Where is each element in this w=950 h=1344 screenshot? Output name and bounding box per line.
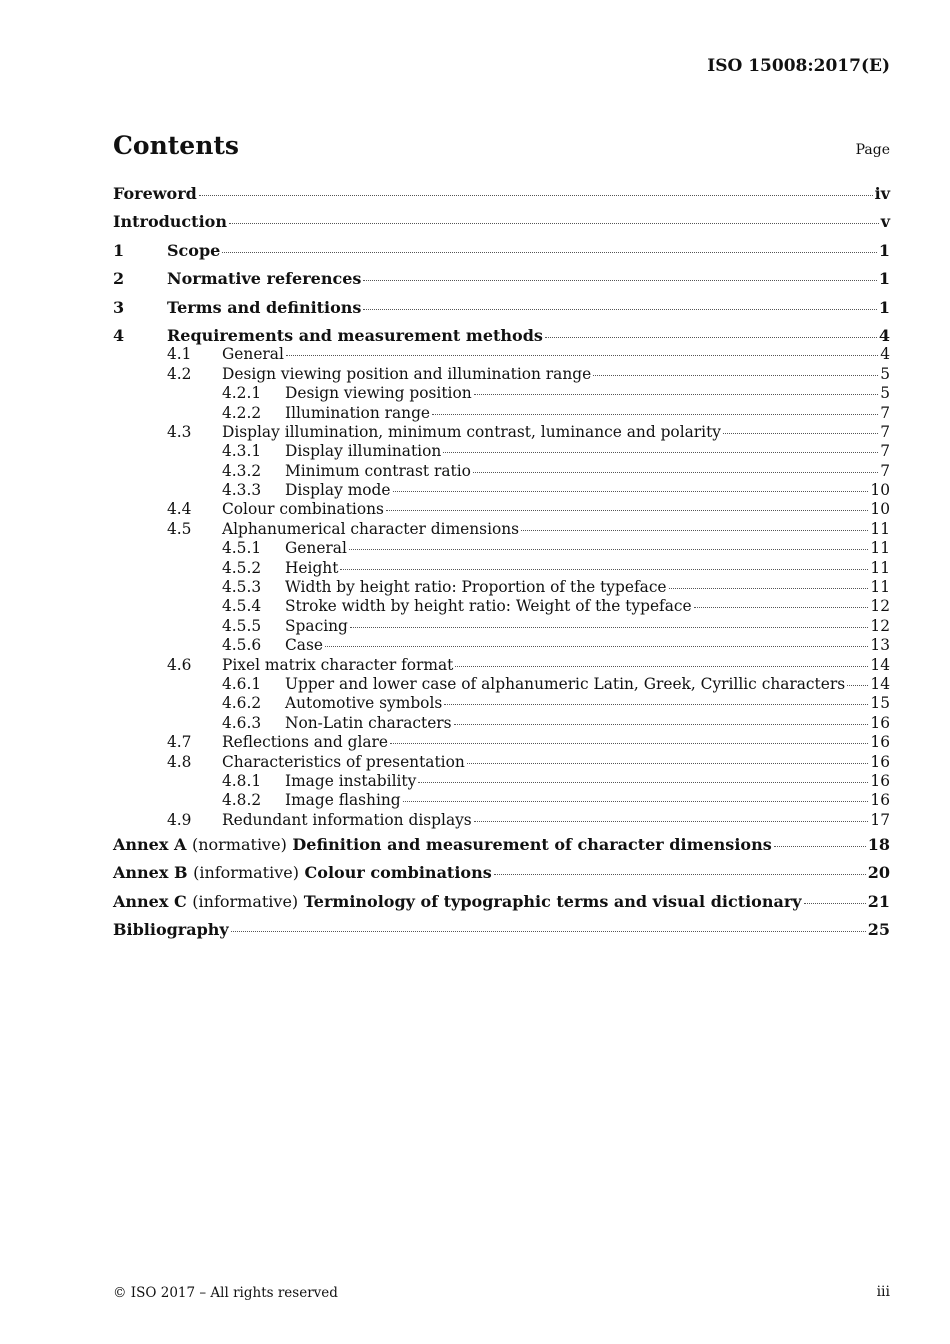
toc-entry-page: 1 xyxy=(878,297,890,317)
leader-dots xyxy=(455,666,868,667)
toc-entry-page: 10 xyxy=(870,481,890,500)
toc-entry-title: Upper and lower case of alphanumeric Latin, Greek, Cyrillic characters xyxy=(285,674,846,693)
toc-entry-title: Image flashing xyxy=(285,791,401,810)
toc-entry-4-1[interactable] xyxy=(113,345,890,364)
annex-label: Annex C xyxy=(113,891,187,911)
toc-entry-page: 18 xyxy=(867,834,890,854)
leader-dots xyxy=(229,223,879,224)
toc-entry-title: Requirements and measurement methods xyxy=(167,325,543,345)
toc-entry-number: 4.5 xyxy=(167,519,192,538)
toc-entry-number: 4.3.2 xyxy=(222,461,262,480)
table-of-contents xyxy=(113,184,890,948)
annex-heading xyxy=(113,892,802,911)
leader-dots xyxy=(286,355,878,356)
toc-entry-number: 4.2 xyxy=(167,364,192,383)
toc-entry-number: 4.5.3 xyxy=(222,578,262,597)
leader-dots xyxy=(694,607,869,608)
toc-entry-number: 4.3 xyxy=(167,422,192,441)
annex-label: Annex B xyxy=(113,863,188,883)
toc-entry-title: General xyxy=(285,539,347,558)
page-column-label: Page xyxy=(855,142,890,158)
leader-dots xyxy=(593,375,878,376)
toc-entry-page: 25 xyxy=(867,919,890,939)
toc-entry-page: 16 xyxy=(870,752,890,771)
toc-entry-clause-3[interactable] xyxy=(113,298,890,326)
leader-dots xyxy=(363,280,876,281)
toc-entry-page: 7 xyxy=(880,403,890,422)
toc-entry-page: 17 xyxy=(870,810,890,829)
toc-entry-page: 11 xyxy=(870,578,890,597)
toc-entry-page: 14 xyxy=(870,674,890,693)
annex-type: (informative) xyxy=(193,863,299,883)
toc-entry-4-5-6[interactable] xyxy=(113,636,890,655)
leader-dots xyxy=(363,309,876,310)
leader-dots xyxy=(393,491,869,492)
toc-entry-number: 4 xyxy=(113,325,125,345)
toc-entry-title: Minimum contrast ratio xyxy=(285,461,471,480)
leader-dots xyxy=(432,414,878,415)
toc-entry-4-8-2[interactable] xyxy=(113,791,890,810)
toc-entry-4-8-1[interactable] xyxy=(113,772,890,791)
toc-entry-title: Characteristics of presentation xyxy=(222,752,465,771)
toc-entry-4-3[interactable] xyxy=(113,423,890,442)
toc-entry-foreword[interactable] xyxy=(113,184,890,212)
toc-entry-introduction[interactable] xyxy=(113,212,890,240)
toc-entry-title: Display illumination xyxy=(285,442,442,461)
annex-type: (informative) xyxy=(192,891,299,911)
toc-entry-4-6-1[interactable] xyxy=(113,675,890,694)
toc-entry-page: 21 xyxy=(867,891,890,911)
toc-entry-title: Non-Latin characters xyxy=(285,713,452,732)
leader-dots xyxy=(386,510,868,511)
toc-entry-title: Foreword xyxy=(113,184,197,203)
toc-entry-number: 4.1 xyxy=(167,345,192,364)
annex-heading xyxy=(113,863,492,882)
toc-entry-title: Alphanumerical character dimensions xyxy=(222,519,520,538)
toc-entry-4-3-1[interactable] xyxy=(113,442,890,461)
toc-entry-title: Introduction xyxy=(113,212,227,232)
leader-dots xyxy=(403,801,869,802)
toc-entry-number: 4.3.1 xyxy=(222,442,262,461)
toc-entry-4-5-3[interactable] xyxy=(113,578,890,597)
toc-entry-title: Colour combinations xyxy=(222,500,384,519)
toc-entry-page: 16 xyxy=(870,771,890,790)
toc-entry-page: 12 xyxy=(870,597,890,616)
toc-entry-4-4[interactable] xyxy=(113,500,890,519)
toc-entry-page: v xyxy=(880,212,890,232)
toc-entry-number: 4.6.1 xyxy=(222,674,262,693)
leader-dots xyxy=(467,763,869,764)
leader-dots xyxy=(545,337,877,338)
toc-entry-title: Image instability xyxy=(285,771,417,790)
toc-entry-title: General xyxy=(222,345,284,364)
toc-entry-number: 4.8.2 xyxy=(222,791,262,810)
toc-entry-number: 4.9 xyxy=(167,810,192,829)
toc-entry-clause-2[interactable] xyxy=(113,269,890,297)
toc-entry-page: 1 xyxy=(878,240,890,260)
toc-entry-title: Terminology of typographic terms and visual dictionary xyxy=(303,891,802,911)
toc-entry-number: 2 xyxy=(113,269,125,289)
leader-dots xyxy=(222,252,877,253)
toc-entry-page: 7 xyxy=(880,461,890,480)
toc-entry-4-3-3[interactable] xyxy=(113,481,890,500)
leader-dots xyxy=(418,782,868,783)
toc-entry-4-2-2[interactable] xyxy=(113,404,890,423)
toc-entry-title: Design viewing position xyxy=(285,384,472,403)
toc-entry-title: Colour combinations xyxy=(304,863,492,883)
annex-heading xyxy=(113,835,772,854)
toc-entry-number: 4.7 xyxy=(167,733,192,752)
toc-entry-title: Width by height ratio: Proportion of the typeface xyxy=(285,578,667,597)
toc-entry-title: Bibliography xyxy=(113,919,229,939)
toc-entry-number: 4.8.1 xyxy=(222,771,262,790)
toc-entry-page: 16 xyxy=(870,713,890,732)
leader-dots xyxy=(723,433,878,434)
toc-entry-page: 7 xyxy=(880,442,890,461)
toc-entry-4-9[interactable] xyxy=(113,811,890,835)
toc-entry-page: 15 xyxy=(870,694,890,713)
toc-entry-title: Pixel matrix character format xyxy=(222,655,454,674)
toc-entry-title: Automotive symbols xyxy=(285,694,443,713)
toc-entry-title: Design viewing position and illumination range xyxy=(222,364,592,383)
toc-entry-number: 4.6 xyxy=(167,655,192,674)
toc-entry-annex-a[interactable] xyxy=(113,835,890,863)
toc-entry-number: 1 xyxy=(113,240,125,260)
toc-entry-annex-b[interactable] xyxy=(113,863,890,891)
toc-entry-page: 16 xyxy=(870,733,890,752)
toc-entry-page: 11 xyxy=(870,539,890,558)
leader-dots xyxy=(474,394,879,395)
toc-entry-4-7[interactable] xyxy=(113,733,890,752)
toc-entry-4-2-1[interactable] xyxy=(113,384,890,403)
leader-dots xyxy=(494,874,866,875)
toc-entry-page: 7 xyxy=(880,422,890,441)
leader-dots xyxy=(350,627,869,628)
toc-entry-page: iv xyxy=(874,184,890,203)
toc-entry-number: 4.5.4 xyxy=(222,597,262,616)
toc-entry-title: Illumination range xyxy=(285,403,431,422)
toc-entry-page: 10 xyxy=(870,500,890,519)
toc-entry-number: 4.5.2 xyxy=(222,558,262,577)
toc-entry-4-5-1[interactable] xyxy=(113,539,890,558)
toc-entry-page: 13 xyxy=(870,636,890,655)
toc-entry-page: 16 xyxy=(870,791,890,810)
leader-dots xyxy=(349,549,869,550)
leader-dots xyxy=(444,704,868,705)
toc-entry-clause-4[interactable] xyxy=(113,326,890,345)
leader-dots xyxy=(199,195,873,196)
toc-entry-number: 4.3.3 xyxy=(222,481,262,500)
toc-entry-page: 14 xyxy=(870,655,890,674)
toc-entry-title: Display mode xyxy=(285,481,391,500)
toc-entry-page: 11 xyxy=(870,558,890,577)
toc-entry-number: 4.6.2 xyxy=(222,694,262,713)
contents-title: Contents xyxy=(113,131,240,160)
toc-entry-title: Terms and definitions xyxy=(167,297,362,317)
leader-dots xyxy=(521,530,868,531)
toc-entry-bibliography[interactable] xyxy=(113,920,890,948)
toc-entry-number: 4.2.2 xyxy=(222,403,262,422)
document-id: ISO 15008:2017(E) xyxy=(707,56,890,76)
toc-entry-title: Spacing xyxy=(285,616,348,635)
toc-entry-4-6[interactable] xyxy=(113,656,890,675)
page-number: iii xyxy=(876,1284,890,1300)
toc-entry-4-8[interactable] xyxy=(113,753,890,772)
toc-entry-number: 4.5.5 xyxy=(222,616,262,635)
toc-entry-4-5-5[interactable] xyxy=(113,617,890,636)
leader-dots xyxy=(774,846,866,847)
leader-dots xyxy=(804,903,866,904)
leader-dots xyxy=(454,724,869,725)
toc-entry-title: Reflections and glare xyxy=(222,733,389,752)
toc-entry-page: 20 xyxy=(867,863,890,883)
toc-entry-title: Normative references xyxy=(167,269,362,289)
leader-dots xyxy=(231,931,866,932)
toc-entry-number: 3 xyxy=(113,297,125,317)
toc-entry-page: 12 xyxy=(870,616,890,635)
leader-dots xyxy=(473,472,878,473)
annex-type: (normative) xyxy=(191,834,287,854)
toc-entry-4-5[interactable] xyxy=(113,520,890,539)
toc-entry-4-6-2[interactable] xyxy=(113,694,890,713)
leader-dots xyxy=(669,588,869,589)
toc-entry-number: 4.4 xyxy=(167,500,192,519)
leader-dots xyxy=(325,646,868,647)
toc-entry-number: 4.8 xyxy=(167,752,192,771)
toc-entry-4-3-2[interactable] xyxy=(113,462,890,481)
copyright-notice: © ISO 2017 – All rights reserved xyxy=(113,1285,338,1301)
toc-entry-title: Height xyxy=(285,558,339,577)
leader-dots xyxy=(847,685,868,686)
toc-entry-number: 4.5.6 xyxy=(222,636,262,655)
toc-entry-title: Stroke width by height ratio: Weight of the typeface xyxy=(285,597,692,616)
toc-entry-number: 4.2.1 xyxy=(222,384,262,403)
toc-entry-page: 5 xyxy=(880,384,890,403)
leader-dots xyxy=(340,569,868,570)
toc-entry-4-2[interactable] xyxy=(113,365,890,384)
leader-dots xyxy=(474,821,869,822)
toc-entry-title: Display illumination, minimum contrast, luminance and polarity xyxy=(222,422,721,441)
toc-entry-4-6-3[interactable] xyxy=(113,714,890,733)
toc-entry-4-5-4[interactable] xyxy=(113,597,890,616)
toc-entry-title: Definition and measurement of character dimensions xyxy=(292,834,772,854)
toc-entry-page: 4 xyxy=(880,345,890,364)
toc-entry-title: Redundant information displays xyxy=(222,810,472,829)
toc-entry-number: 4.6.3 xyxy=(222,713,262,732)
toc-entry-4-5-2[interactable] xyxy=(113,559,890,578)
toc-entry-title: Scope xyxy=(167,240,221,260)
toc-entry-page: 1 xyxy=(878,269,890,289)
toc-entry-page: 5 xyxy=(880,364,890,383)
toc-entry-number: 4.5.1 xyxy=(222,539,262,558)
annex-label: Annex A xyxy=(113,834,187,854)
toc-entry-clause-1[interactable] xyxy=(113,241,890,269)
leader-dots xyxy=(443,452,878,453)
toc-entry-page: 11 xyxy=(870,519,890,538)
toc-entry-title: Case xyxy=(285,636,323,655)
toc-entry-page: 4 xyxy=(878,325,890,345)
leader-dots xyxy=(390,743,868,744)
toc-entry-annex-c[interactable] xyxy=(113,892,890,920)
